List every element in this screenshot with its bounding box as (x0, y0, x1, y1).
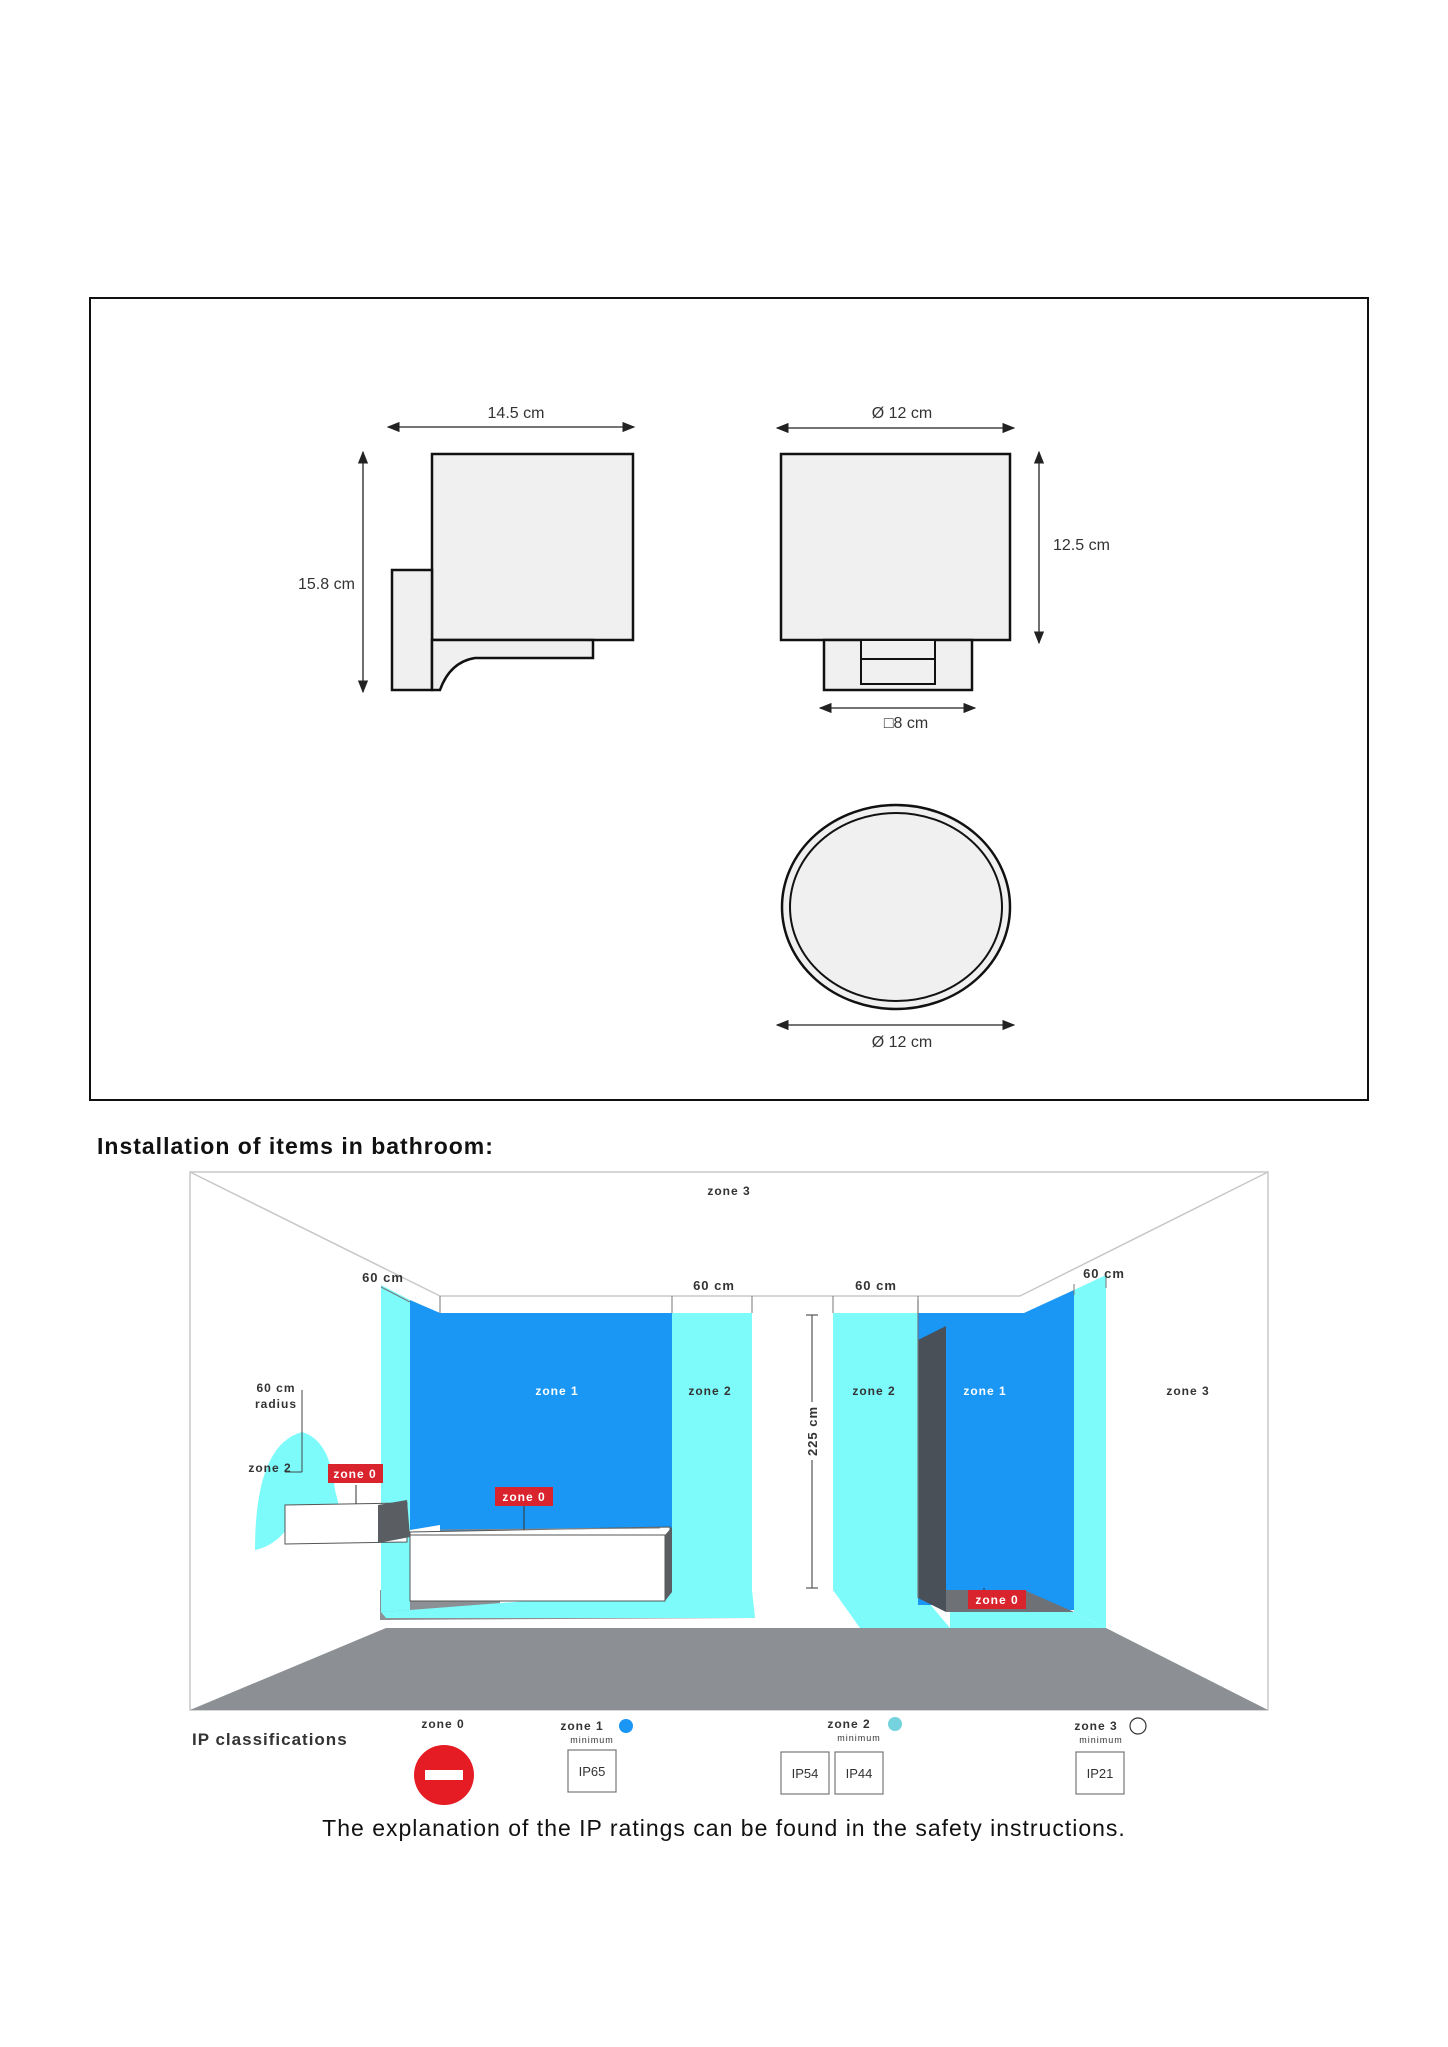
dim-base-square: □8 cm (883, 715, 929, 732)
side-view (363, 427, 634, 692)
dim-60-left: 60 cm (362, 1270, 404, 1285)
ip-zone2-minimum: minimum (837, 1733, 881, 1743)
zone0-shower-label: zone 0 (975, 1593, 1019, 1607)
height-225-label: 225 cm (805, 1405, 820, 1457)
zone2-shower-label: zone 2 (852, 1384, 896, 1398)
zone1-shower-label: zone 1 (963, 1384, 1007, 1398)
radius-word-label: radius (254, 1397, 298, 1411)
ip44-label: IP44 (845, 1766, 873, 1781)
dim-top-diameter: Ø 12 cm (871, 1034, 933, 1051)
ip-classifications-title: IP classifications (192, 1730, 348, 1749)
dim-60-right: 60 cm (1083, 1266, 1125, 1281)
dim-side-height: 15.8 cm (298, 576, 355, 593)
ip-zone1-label: zone 1 (560, 1719, 604, 1733)
bathroom-section-title: Installation of items in bathroom: (97, 1133, 494, 1159)
zone0-bath-label: zone 0 (502, 1490, 546, 1504)
ip-zone1-minimum: minimum (570, 1735, 614, 1745)
zone2-swatch-icon (888, 1717, 902, 1731)
zone2-sink-label: zone 2 (248, 1461, 292, 1475)
front-view (777, 428, 1039, 708)
zone3-top-label: zone 3 (707, 1184, 751, 1198)
zone1-bath-label: zone 1 (535, 1384, 579, 1398)
dim-side-width: 14.5 cm (487, 405, 545, 422)
ip-zone0-label: zone 0 (421, 1717, 465, 1731)
ip21-label: IP21 (1086, 1766, 1114, 1781)
ip-zone3-label: zone 3 (1074, 1719, 1118, 1733)
zone2-shower-area (833, 1313, 918, 1590)
safety-instructions-note: The explanation of the IP ratings can be found in the safety instructions. (322, 1815, 1126, 1841)
zone2-bath-area (672, 1313, 752, 1590)
zone2-bath-label: zone 2 (688, 1384, 732, 1398)
zone3-right-label: zone 3 (1166, 1384, 1210, 1398)
radius-60-label: 60 cm (256, 1381, 296, 1395)
dim-front-diameter: Ø 12 cm (871, 405, 933, 422)
top-view (777, 805, 1014, 1025)
ip-zone3-minimum: minimum (1079, 1735, 1123, 1745)
dim-front-height: 12.5 cm (1053, 537, 1110, 554)
ip65-label: IP65 (578, 1764, 606, 1779)
ip54-label: IP54 (791, 1766, 819, 1781)
zone3-swatch-icon (1130, 1718, 1146, 1734)
dim-60-shower: 60 cm (855, 1278, 897, 1293)
dim-60-bath: 60 cm (693, 1278, 735, 1293)
zone0-sink-label: zone 0 (333, 1467, 377, 1481)
no-entry-icon (414, 1745, 474, 1805)
ip-zone2-label: zone 2 (827, 1717, 871, 1731)
bathroom-zones-diagram (0, 1160, 1448, 1810)
zone1-swatch-icon (619, 1719, 633, 1733)
zone1-bath-area (440, 1313, 672, 1533)
